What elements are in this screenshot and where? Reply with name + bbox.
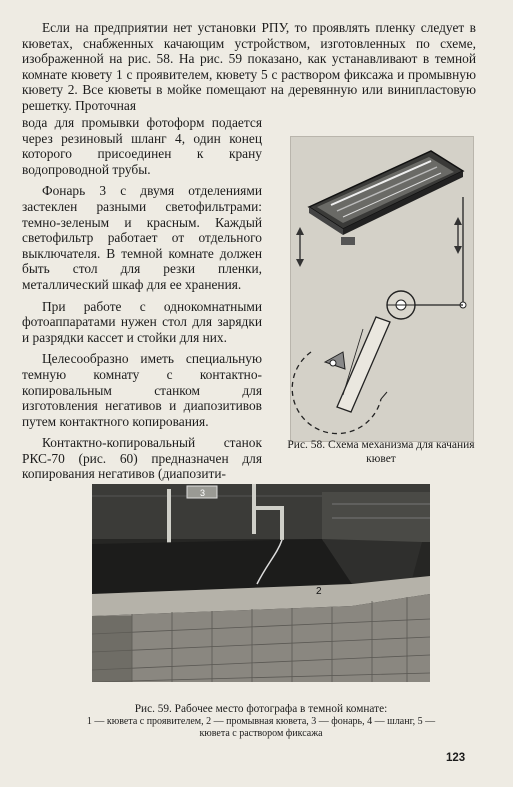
paragraph-lamp: Фонарь 3 с двумя отделениями застеклен разными светофильтрами: темно-зеленым и красным. Каждый светофильтр работает от отдельного выключателя. В темной комнате должен быть стол для резки пленки, металлический шкаф для ее хранения. (22, 183, 262, 292)
photo-label-3: 3 (200, 488, 206, 498)
left-text-column (22, 115, 262, 488)
dark-room-photo-drawing (92, 484, 430, 682)
paragraph-rks70: Контактно-копировальный станок РКС-70 (рис. 60) предназначен для копирования негативов (диапозити- (22, 435, 262, 482)
photo-label-2: 2 (316, 586, 322, 597)
figure-59-dark-room-photo (92, 484, 430, 682)
figure-58-caption: Рис. 58. Схема механизма для качания кювет (287, 439, 475, 465)
figure-59-caption: Рис. 59. Рабочее место фотографа в темной комнате: (134, 703, 388, 715)
paragraph-cameras: При работе с однокомнатными фотоаппаратами нужен стол для зарядки и разрядки кассет и стойки для них. (22, 298, 262, 345)
page-number: 123 (446, 752, 466, 764)
paragraph-water: вода для промывки фотоформ подается через резиновый шланг 4, один конец которого присоединен к крану водопроводной трубы. (22, 115, 262, 177)
paragraph-dark-room: Целесообразно иметь специальную темную комнату с контактно-копировальным станком для изготовления негативов и диапозитивов путем контактного копирования. (22, 351, 262, 429)
tray-mechanism-drawing (291, 137, 473, 441)
figure-58-tray-rocking-mechanism (290, 136, 474, 442)
figure-59-legend: 1 — кювета с проявителем, 2 — промывная кювета, 3 — фонарь, 4 — шланг, 5 — кювета с раствором фиксажа (86, 716, 436, 739)
paragraph-intro: Если на предприятии нет установки РПУ, то проявлять пленку следует в кюветах, снабженных качающим устройством, изготовленных по схеме, изображенной на рис. 58. На рис. 59 показано, как устанавливают в темной комнате кювету 1 с проявителем, кювету 5 с раствором фиксажа и промывную кювету 2. Все кюветы в мойке помещают на деревянную или винипластовую решетку. Проточная (22, 20, 476, 113)
